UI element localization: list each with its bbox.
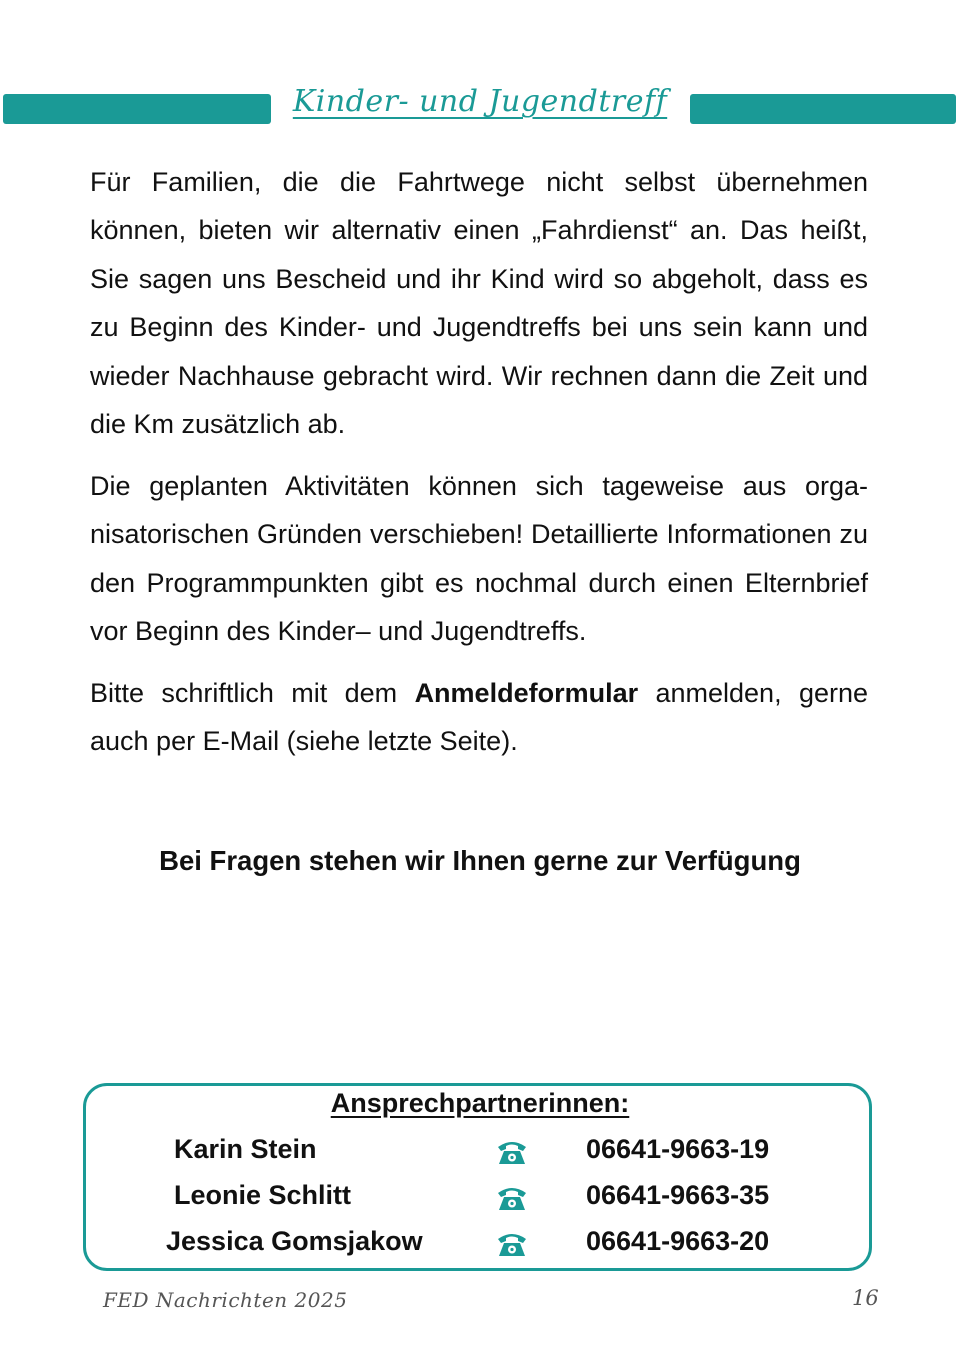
- paragraph-anmeldung: [90, 669, 868, 766]
- page-number: 16: [852, 1286, 879, 1310]
- telephone-icon: [495, 1184, 529, 1212]
- contact-heading: Ansprechpartnerinnen:: [330, 1088, 630, 1118]
- anmeldeformular-label: Anmeldeformular: [414, 678, 639, 708]
- anmeldung-text-end: anmelden, gerne auch per E-Mail (siehe letzte Seite).: [90, 678, 868, 757]
- contact-name: Jessica Gomsjakow: [166, 1226, 423, 1256]
- header-bar-left: [3, 94, 271, 124]
- contact-row: [0, 1180, 960, 1220]
- contact-row: [0, 1134, 960, 1174]
- paragraph-aktivitaeten: Die geplanten Aktivitäten können sich tageweise aus organisatorischen Gründen verschieben! Detaillierte Informationen zu den Programmpunkten gibt es nochmal durch einen Elternbrief vor Beginn des Kinder– und Jugendtreffs.: [90, 471, 868, 647]
- paragraph-fahrdienst: Für Familien, die die Fahrtwege nicht selbst übernehmen können, bieten wir alternativ einen „Fahrdienst“ an. Das heißt, Sie sagen uns Bescheid und ihr Kind wird so abgeholt, dass es zu Beginn des Kinder- und Jugendtreffs bei uns sein kann und wieder Nachhause gebracht wird. Wir rechnen dann die Zeit und die Km zusätzlich ab.: [90, 167, 868, 440]
- contact-phone: 06641-9663-35: [586, 1180, 770, 1210]
- questions-note: Bei Fragen stehen wir Ihnen gerne zur Verfügung: [159, 845, 801, 876]
- contact-name: Leonie Schlitt: [174, 1180, 352, 1210]
- contact-phone: 06641-9663-19: [586, 1134, 770, 1164]
- contact-row: [0, 1226, 960, 1266]
- telephone-icon: [495, 1138, 529, 1166]
- page-title: Kinder- und Jugendtreff: [292, 84, 668, 119]
- telephone-icon: [495, 1230, 529, 1258]
- footer-publication: FED Nachrichten 2025: [103, 1288, 348, 1312]
- anmeldung-text-start: Bitte schriftlich mit dem: [90, 678, 415, 708]
- contact-name: Karin Stein: [174, 1134, 317, 1164]
- header-bar-right: [690, 94, 956, 124]
- contact-phone: 06641-9663-20: [586, 1226, 770, 1256]
